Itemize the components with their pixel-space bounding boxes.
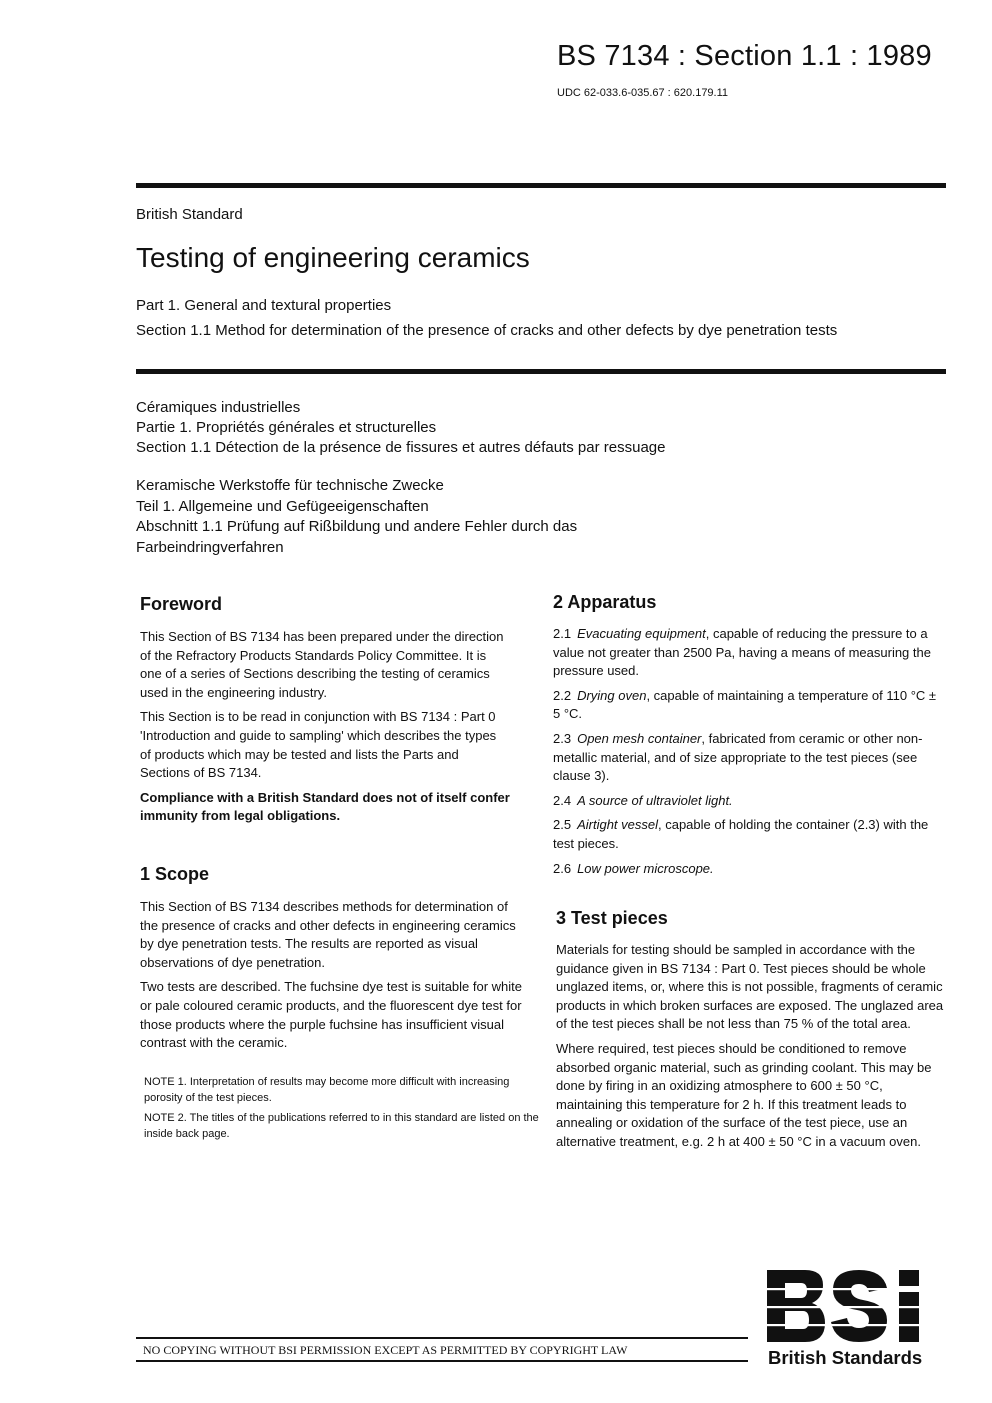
footer-rule-bottom [136,1360,748,1362]
apparatus-item [553,730,945,786]
test-pieces-paragraph: Where required, test pieces should be conditioned to remove absorbed organic material, such as grinding coolant. This may be done by firing in an oxidizing atmosphere to 600 ± 50 °C, maintaining this temperature for 2 h. If this treatment leads to annealing or oxidation of the surface of the test piece, use an alternative treatment, e.g. 2 h at 400 ± 50 °C in a vacuum oven. [556,1040,932,1149]
document-title: Testing of engineering ceramics [136,242,530,273]
german-line: Abschnitt 1.1 Prüfung auf Rißbildung und andere Fehler durch das [136,518,578,535]
item-text: , capable of maintaining a temperature of 110 °C ± 5 °C. [553,687,937,722]
item-name: A source of ultraviolet light. [577,792,733,808]
bsi-logo [765,1268,943,1344]
compliance-statement: Compliance with a British Standard does not of itself confer immunity from legal obligations. [140,789,510,824]
clause-number: 2.6 [553,860,572,876]
item-name: Open mesh container [577,730,702,746]
apparatus-item [553,792,945,811]
item-text: , capable of reducing the pressure to a value not greater than 2500 Pa, having a means of measuring the pressure used. [553,626,931,679]
test-pieces-heading: 3 Test pieces [556,908,668,928]
footer-rule-top [136,1337,748,1339]
item-text: , capable of holding the container (2.3) with the test pieces. [553,817,929,851]
scope-notes [144,1075,539,1147]
clause-number: 2.4 [553,792,572,808]
french-titles [136,398,896,458]
copyright-notice: NO COPYING WITHOUT BSI PERMISSION EXCEPT AS PERMITTED BY COPYRIGHT LAW [143,1343,628,1357]
german-line: Keramische Werkstoffe für technische Zwecke [136,477,444,494]
scope-paragraph: Two tests are described. The fuchsine dye test is suitable for white or pale coloured ceramic products, and the fluorescent dye test for those products where the purple fuchsine has insufficient visual contrast with the ceramic. [140,979,523,1051]
german-line: Farbeindringverfahren [136,538,284,556]
german-line: Teil 1. Allgemeine und Gefügeeigenschaften [136,497,429,515]
clause-number: 2.1 [553,626,572,641]
scope-heading: 1 Scope [140,864,210,884]
british-standards-caption: British Standards [768,1347,923,1368]
scope-paragraph: This Section of BS 7134 describes methods for determination of the presence of cracks and other defects in engineering ceramics by dye penetration tests. The results are reported as visual observations of dye penetration. [140,899,516,970]
apparatus-heading: 2 Apparatus [553,592,657,612]
foreword-paragraph: This Section of BS 7134 has been prepared under the direction of the Refractory Products Standards Policy Committee. It is one of a series of Sections describing the testing of ceramics used in the engineering industry. [140,629,504,700]
note-2: NOTE 2. The titles of the publications referred to in this standard are listed on the inside back page. [144,1112,539,1140]
apparatus-item [553,687,945,724]
top-rule [136,183,946,188]
standard-number: BS 7134 : Section 1.1 : 1989 [557,40,932,72]
note-1: NOTE 1. Interpretation of results may become more difficult with increasing porosity of the test pieces. [144,1076,510,1104]
apparatus-item [553,860,945,879]
french-line: Partie 1. Propriétés générales et structurelles [136,419,437,436]
item-name: Drying oven [577,687,647,703]
french-line: Céramiques industrielles [136,399,301,416]
test-pieces-paragraph: Materials for testing should be sampled in accordance with the guidance given in BS 7134 : Part 0. Test pieces should be whole unglazed items, or, where this is not possible, fragments of ceramic products in which broken surfaces are exposed. The unglazed area of the test pieces shall be not less than 75 % of the total area. [556,942,944,1032]
item-name: Low power microscope. [577,860,714,876]
clause-number: 2.3 [553,730,572,746]
apparatus-item [553,625,945,681]
test-pieces-body [556,941,948,1158]
foreword-paragraph: This Section is to be read in conjunction with BS 7134 : Part 0 'Introduction and guide to sampling' which describes the types of products which may be tested and lists the Parts and Sections of BS 7134. [140,709,497,781]
clause-number: 2.5 [553,817,572,833]
clause-number: 2.2 [553,687,572,703]
foreword-body [140,628,510,832]
section-title: Section 1.1 Method for determination of the presence of cracks and other defects by dye penetration tests [136,322,838,339]
german-titles [136,476,896,558]
item-name: Evacuating equipment [577,626,706,641]
item-name: Airtight vessel [577,817,658,833]
scope-body [140,898,525,1059]
french-line: Section 1.1 Détection de la présence de fissures et autres défauts par ressuage [136,439,666,456]
apparatus-item [553,816,945,853]
foreword-heading: Foreword [140,594,223,614]
udc-code: UDC 62-033.6-035.67 : 620.179.11 [557,87,729,99]
british-standard-label: British Standard [136,206,243,223]
part-title: Part 1. General and textural properties [136,297,392,314]
title-rule [136,369,946,374]
apparatus-list [553,625,945,884]
item-text: , fabricated from ceramic or other non-metallic material, and of size appropriate to the test pieces (see clause 3). [553,730,923,784]
